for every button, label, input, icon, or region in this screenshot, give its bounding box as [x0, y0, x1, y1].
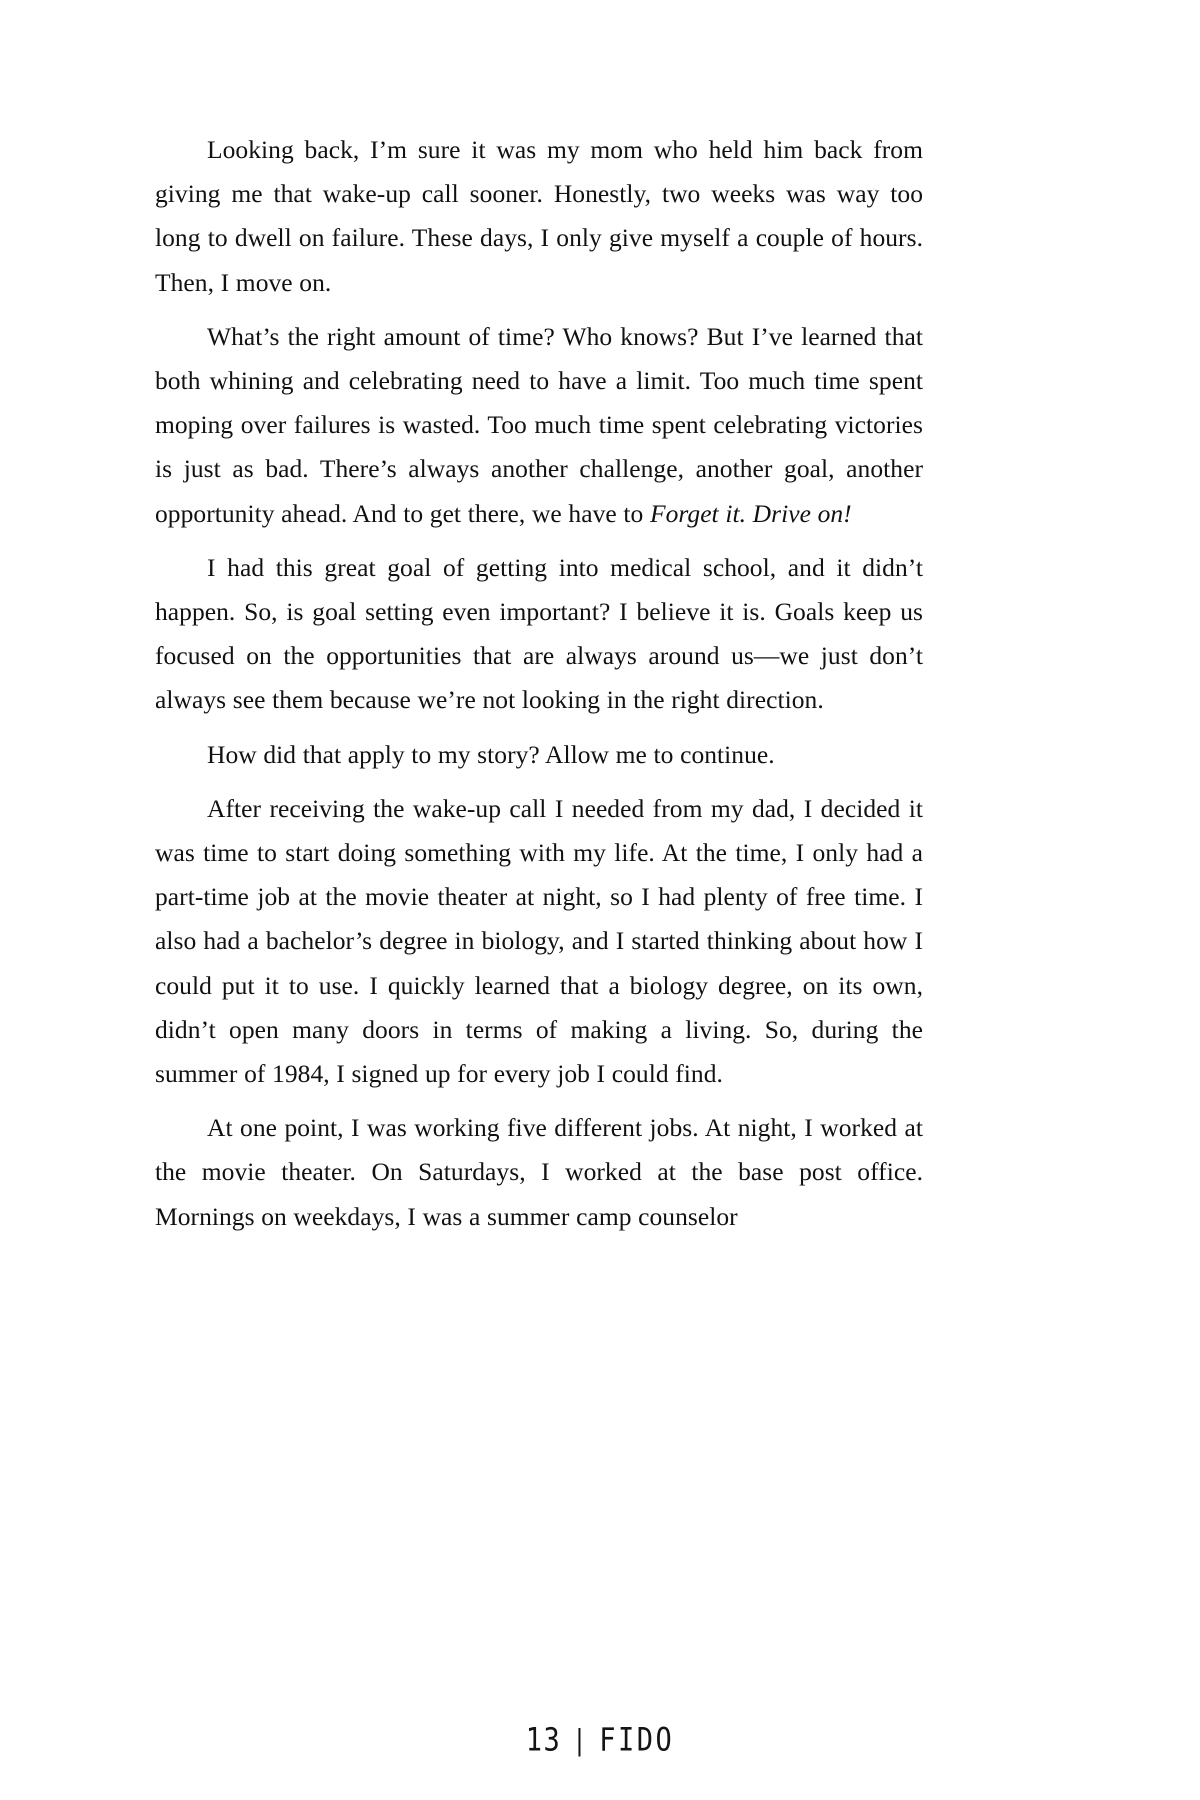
footer-page-number: 13 — [525, 1721, 562, 1759]
paragraph-4: How did that apply to my story? Allow me to continue. — [207, 739, 775, 769]
paragraph-2 — [155, 315, 923, 536]
paragraph-3: I had this great goal of getting into medical school, and it didn’t happen. So, is goal setting even important? I believe it is. Goals keep us focused on the opportunities that are always around us—we just don’t always see them because we’re not looking in the right direction. — [155, 552, 923, 715]
footer-separator: | — [572, 1722, 589, 1756]
page-body-text — [155, 128, 923, 1239]
paragraph-5: After receiving the wake-up call I needed from my dad, I decided it was time to start doing something with my life. At the time, I only had a part-time job at the movie theater at night, so I had plenty of free time. I also had a bachelor’s degree in biology, and I started thinking about how I could put it to use. I quickly learned that a biology degree, on its own, didn’t open many doors in terms of making a living. So, during the summer of 1984, I signed up for every job I could find. — [155, 793, 923, 1089]
paragraph-1: Looking back, I’m sure it was my mom who held him back from giving me that wake-up call sooner. Honestly, two weeks was way too long to dwell on failure. These days, I only give myself a couple of hours. Then, I move on. — [155, 135, 923, 297]
footer-book-title: FIDO — [599, 1721, 675, 1759]
footer-content — [526, 1722, 675, 1759]
paragraph-2-text-before: What’s the right amount of time? Who knows? But I’ve learned that both whining and celebrating need to have a limit. Too much time spent moping over failures is wasted. Too much time spent celebrating victories is just as bad. There’s always another challenge, another goal, another opportunity ahead. And to get there, we have to — [155, 321, 923, 528]
paragraph-6: At one point, I was working five different jobs. At night, I worked at the movie theater. On Saturdays, I worked at the base post office. Mornings on weekdays, I was a summer camp counselor — [155, 1113, 923, 1231]
paragraph-2-emphasis: Forget it. Drive on! — [649, 498, 852, 528]
page-footer — [0, 1680, 1200, 1800]
